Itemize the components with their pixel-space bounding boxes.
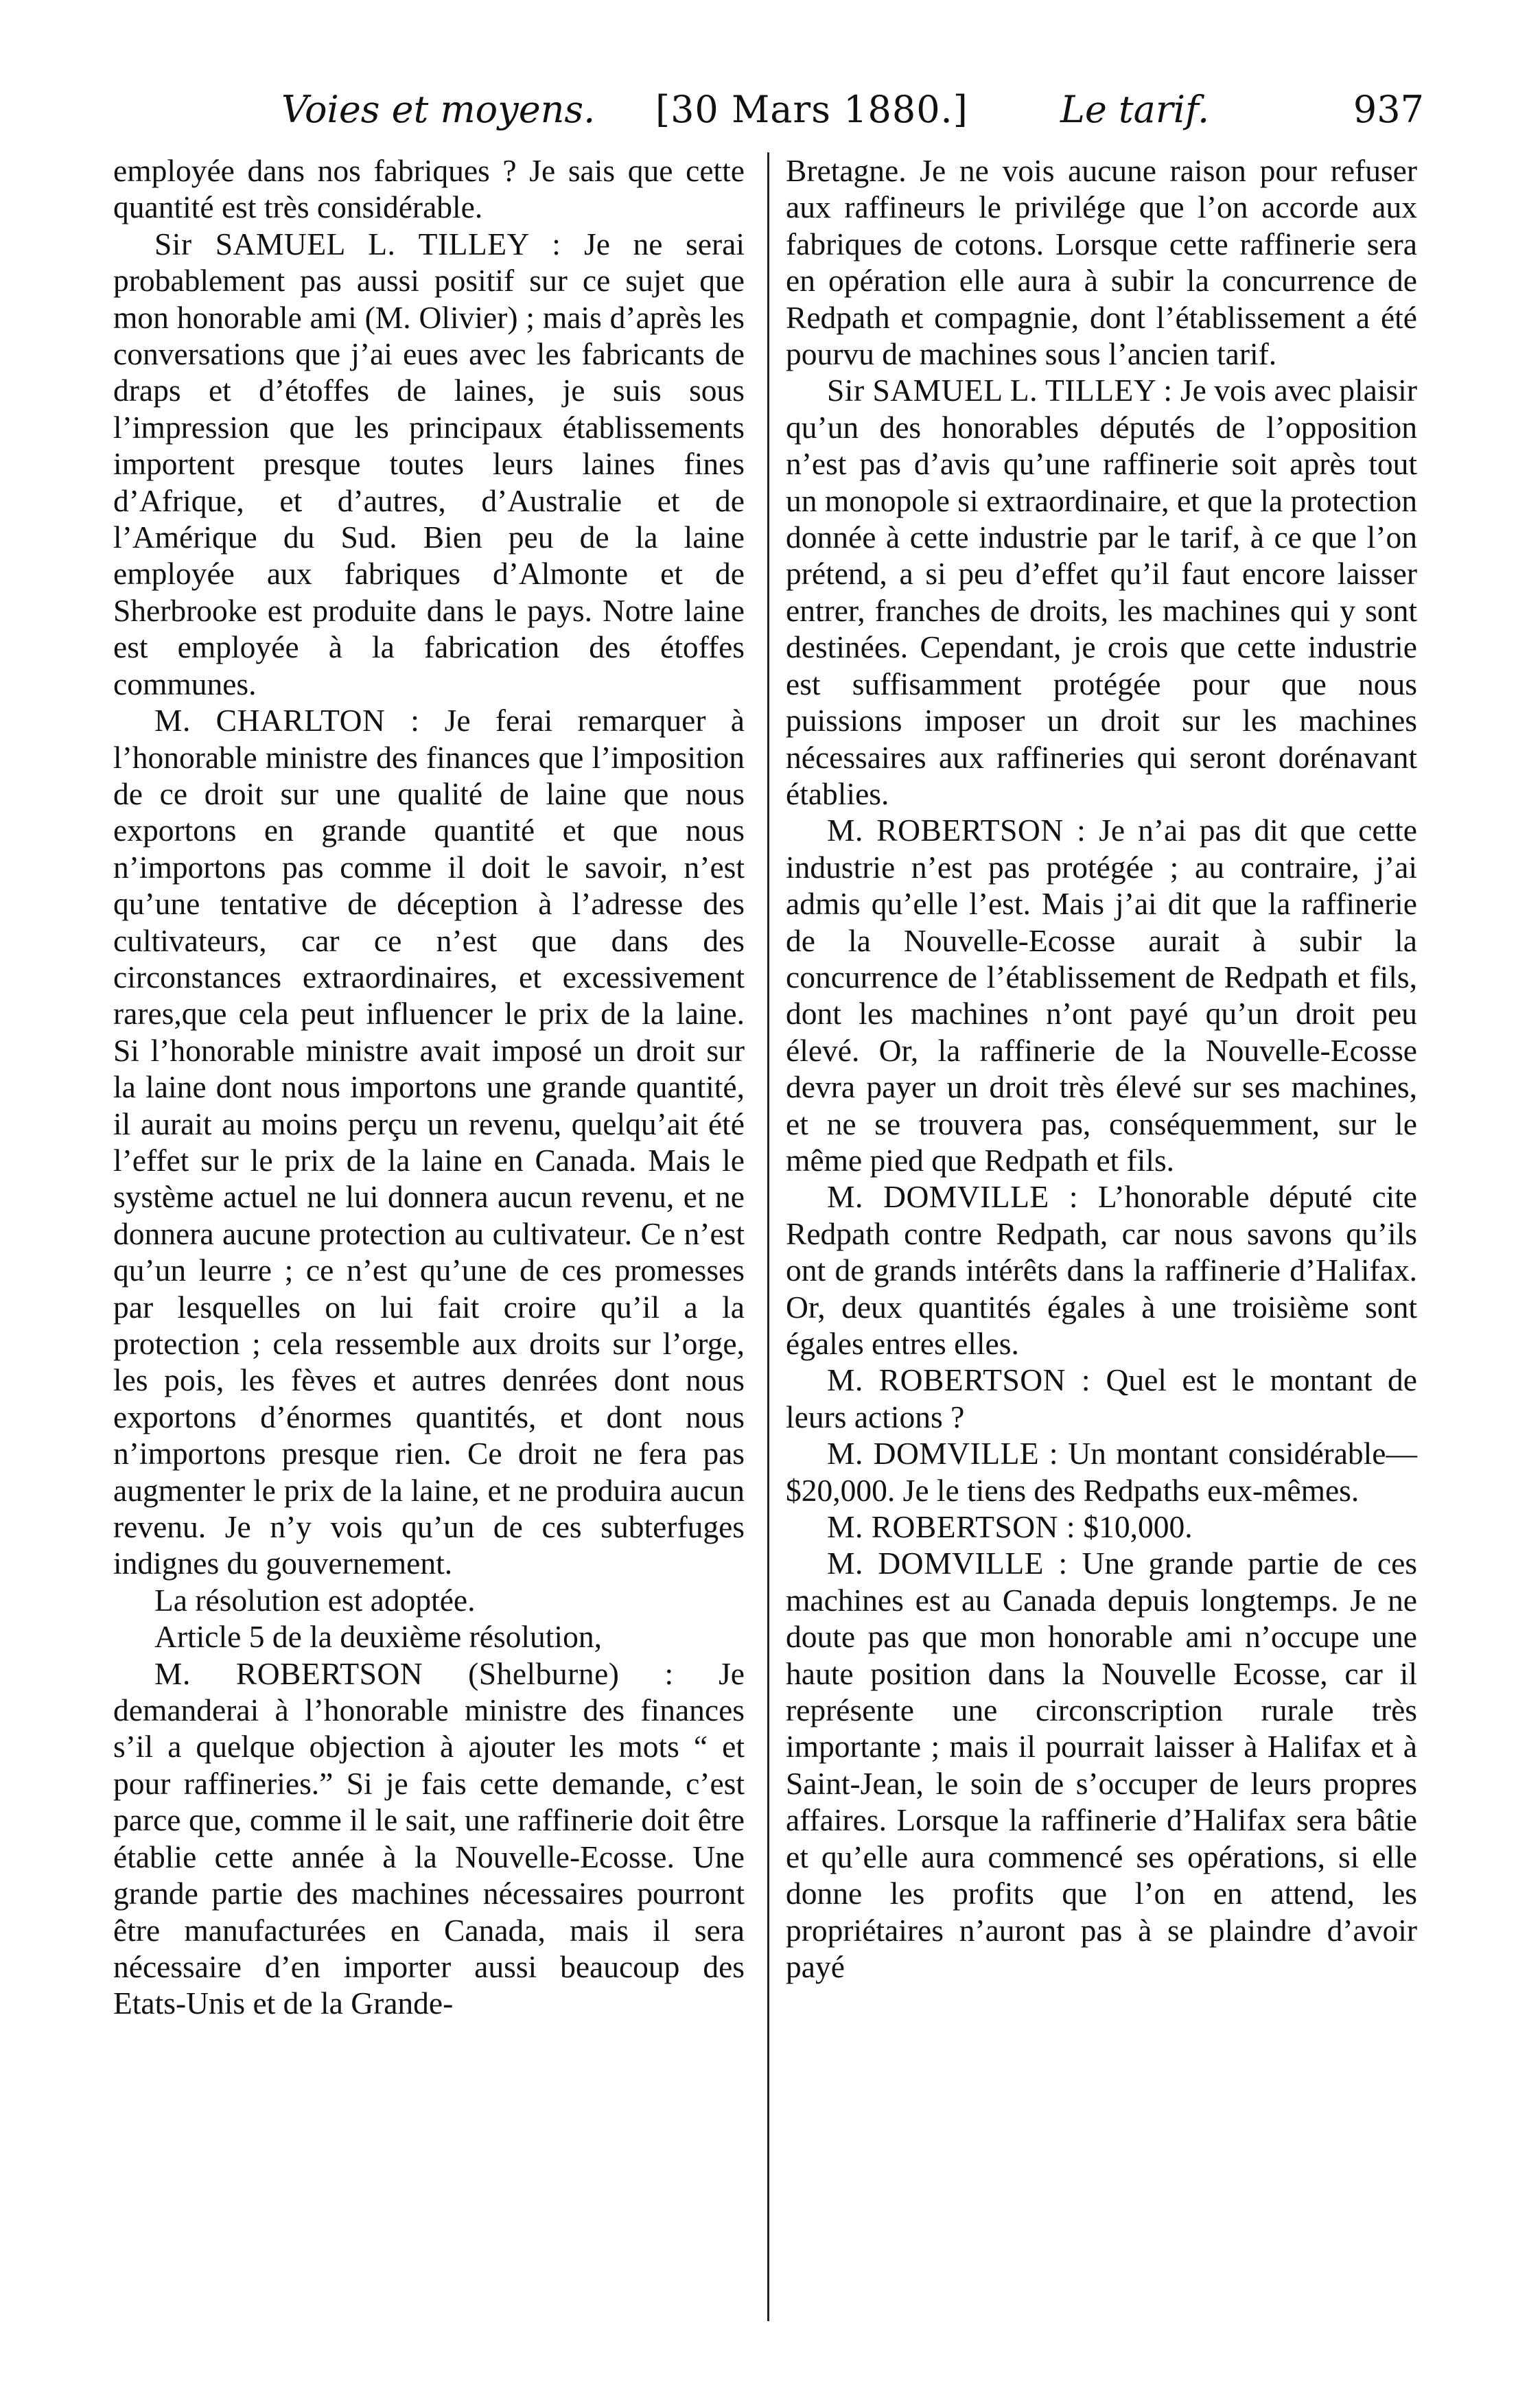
paragraph-text: Quel est le montant de leurs actions ? bbox=[786, 1362, 1417, 1434]
paragraph-text: L’honorable député cite Redpath contre Redpath, car nous savons qu’ils ont de grands intérêts dans la raffinerie d’Halifax. Or, deux quantités égales à une troisième sont égales entres elles. bbox=[786, 1179, 1417, 1361]
paragraph-text: Je demanderai à l’honorable ministre des finances s’il a quelque objection à ajouter les mots “ et pour raffineries.” Si je fais cette demande, c’est parce que, comme il le sait, une raffinerie doit être établie cette année à la Nouvelle-Ecosse. Une grande partie des machines nécessaires pourront être manufacturées en Canada, mais il sera nécessaire d’en importer aussi beaucoup des Etats-Unis et de la Grande- bbox=[113, 1655, 745, 2021]
paragraph bbox=[113, 1582, 745, 1618]
speaker-name: Sir SAMUEL L. TILLEY : bbox=[154, 226, 561, 261]
paragraph bbox=[113, 1655, 745, 2022]
speaker-name: M. CHARLTON : bbox=[154, 703, 420, 738]
paragraph bbox=[786, 372, 1417, 812]
speaker-name: M. ROBERTSON (Shelburne) : bbox=[154, 1655, 674, 1691]
paragraph bbox=[113, 152, 745, 226]
paragraph bbox=[786, 812, 1417, 1178]
left-column bbox=[113, 152, 745, 2022]
paragraph bbox=[786, 1362, 1417, 1435]
speaker-name: M. DOMVILLE : bbox=[827, 1179, 1079, 1215]
page bbox=[113, 75, 1424, 2340]
paragraph bbox=[786, 1509, 1417, 1545]
paragraph bbox=[113, 226, 745, 702]
right-column bbox=[786, 152, 1417, 1985]
speaker-name: M. DOMVILLE : bbox=[827, 1546, 1068, 1581]
paragraph-text: Je vois avec plaisir qu’un des honorables députés de l’opposition n’est pas d’avis qu’une raffinerie soit après tout un monopole si extraordinaire, et que la protection donnée à cette industrie par le tarif, à ce que l’on prétend, a si peu d’effet qu’il faut encore laisser entrer, franches de droits, les machines qui y sont destinées. Cependant, je crois que cette industrie est suffisamment protégée pour que nous puissions imposer un droit sur les machines nécessaires aux raffineries qui seront dorénavant établies. bbox=[786, 373, 1417, 811]
paragraph-text: employée dans nos fabriques ? Je sais que cette quantité est très considérable. bbox=[113, 153, 745, 225]
speaker-name: M. ROBERTSON : bbox=[827, 813, 1086, 848]
paragraph-text: Je ne serai probablement pas aussi positif sur ce sujet que mon honorable ami (M. Olivier) ; mais d’après les conversations que j’ai eues avec les fabricants de draps et d’étoffes de laines, je suis sous l’impression que les principaux établissements importent presque toutes leurs laines fines d’Afrique, et d’autres, d’Australie et de l’Amérique du Sud. Bien peu de la laine employée aux fabriques d’Almonte et de Sherbrooke est produite dans le pays. Notre laine est employée à la fabrication des étoffes communes. bbox=[113, 226, 745, 701]
header-date: [30 Mars 1880.] bbox=[655, 88, 968, 131]
speaker-name: M. DOMVILLE : bbox=[827, 1436, 1059, 1471]
paragraph bbox=[786, 1545, 1417, 1985]
header-left-title: Voies et moyens. bbox=[281, 88, 596, 131]
paragraph-text: Bretagne. Je ne vois aucune raison pour refuser aux raffineurs le privilége que l’on accorde aux fabriques de cotons. Lorsque cette raffinerie sera en opération elle aura à subir la concurrence de Redpath et compagnie, dont l’établissement a été pourvu de machines sous l’ancien tarif. bbox=[786, 153, 1417, 372]
paragraph-text: Une grande partie de ces machines est au Canada depuis longtemps. Je ne doute pas que mon honorable ami n’occupe une haute position dans la Nouvelle Ecosse, car il représente une circonscription rurale très importante ; mais il pourrait laisser à Halifax et à Saint-Jean, le soin de s’occuper de leurs propres affaires. Lorsque la raffinerie d’Halifax sera bâtie et qu’elle aura commencé ses opérations, si elle donne les profits que l’on en attend, les propriétaires n’auront pas à se plaindre d’avoir payé bbox=[786, 1546, 1417, 1984]
speaker-name: Sir SAMUEL L. TILLEY : bbox=[827, 373, 1173, 408]
paragraph bbox=[113, 702, 745, 1582]
header-right-title: Le tarif. bbox=[1060, 88, 1210, 131]
page-header bbox=[113, 75, 1424, 144]
column-divider bbox=[767, 152, 769, 2321]
paragraph-text: Je n’ai pas dit que cette industrie n’est pas protégée ; au contraire, j’ai admis qu’elle l’est. Mais j’ai dit que la raffinerie de la Nouvelle-Ecosse aurait à subir la concurrence de l’établissement de Redpath et fils, dont les machines n’ont payé qu’un droit peu élevé. Or, la raffinerie de la Nouvelle-Ecosse devra payer un droit très élevé sur ses machines, et ne se trouvera pas, conséquemment, sur le même pied que Redpath et fils. bbox=[786, 813, 1417, 1178]
paragraph bbox=[786, 152, 1417, 372]
page-number: 937 bbox=[1353, 88, 1424, 131]
paragraph-text: Un montant considérable—$20,000. Je le tiens des Redpaths eux-mêmes. bbox=[786, 1436, 1417, 1508]
speaker-name: M. ROBERTSON : bbox=[827, 1362, 1091, 1398]
speaker-name: M. ROBERTSON : bbox=[827, 1509, 1076, 1545]
paragraph-text: Je ferai remarquer à l’honorable ministre des finances que l’imposition de ce droit sur une qualité de laine que nous exportons en grande quantité et que nous n’importons pas comme il doit le savoir, n’est qu’une tentative de déception à l’adresse des cultivateurs, car ce n’est que dans des circonstances extraordinaires, et excessivement rares,que cela peut influencer le prix de la laine. Si l’honorable ministre avait imposé un droit sur la laine dont nous importons une grande quantité, il aurait au moins perçu un revenu, quelqu’ait été l’effet sur le prix de la laine en Canada. Mais le système actuel ne lui donnera aucun revenu, et ne donnera aucune protection au cultivateur. Ce n’est qu’un leurre ; ce n’est qu’une de ces promesses par lesquelles on lui fait croire qu’il a la protection ; cela ressemble aux droits sur l’orge, les pois, les fèves et autres denrées dont nous exportons d’énormes quantités, et dont nous n’importons presque rien. Ce droit ne fera pas augmenter le prix de la laine, et ne produira aucun revenu. Je n’y vois qu’un de ces subterfuges indignes du gouvernement. bbox=[113, 703, 745, 1581]
paragraph bbox=[113, 1618, 745, 1655]
paragraph bbox=[786, 1435, 1417, 1509]
paragraph-text: $10,000. bbox=[1075, 1509, 1193, 1545]
paragraph-text: Article 5 de la deuxième résolution, bbox=[154, 1619, 602, 1655]
text-columns bbox=[113, 152, 1424, 2335]
paragraph bbox=[786, 1178, 1417, 1362]
paragraph-text: La résolution est adoptée. bbox=[154, 1582, 476, 1618]
